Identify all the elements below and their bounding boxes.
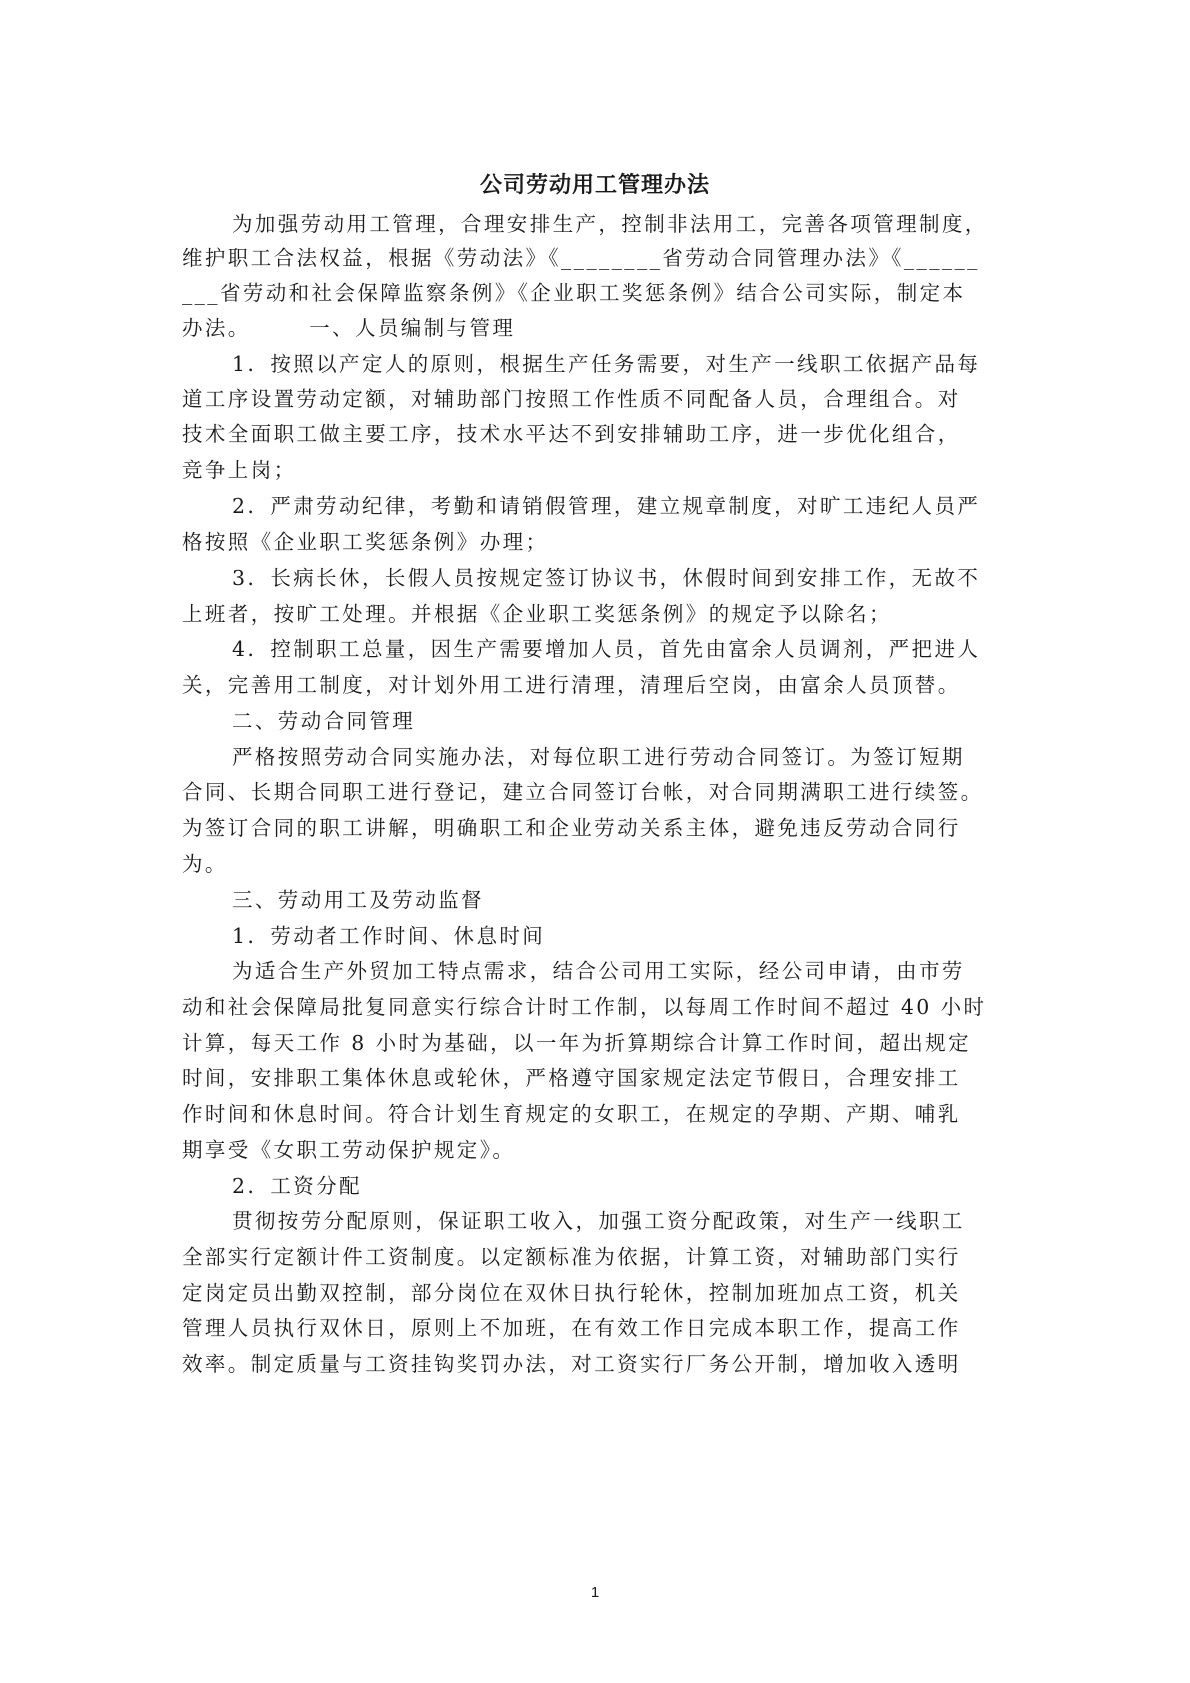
body-line: 2．严肃劳动纪律，考勤和请销假管理，建立规章制度，对旷工违纪人员严 <box>232 494 981 518</box>
body-line: 动和社会保障局批复同意实行综合计时工作制，以每周工作时间不超过 40 小时 <box>182 995 987 1019</box>
body-line: 道工序设置劳动定额，对辅助部门按照工作性质不同配备人员，合理组合。对 <box>182 387 961 411</box>
body-line: 定岗定员出勤双控制，部分岗位在双休日执行轮休，控制加班加点工资，机关 <box>182 1281 961 1305</box>
body-line: 竞争上岗； <box>182 458 297 482</box>
body-line: 办法。 一、人员编制与管理 <box>182 316 516 340</box>
body-line: 为加强劳动用工管理，合理安排生产，控制非法用工，完善各项管理制度， <box>232 212 988 236</box>
body-line: 维护职工合法权益，根据《劳动法》《________省劳动合同管理办法》《______ <box>182 246 980 270</box>
body-line: 为。 <box>182 852 228 876</box>
section-heading: 三、劳动用工及劳动监督 <box>232 888 484 912</box>
body-line: 管理人员执行双休日，原则上不加班，在有效工作日完成本职工作，提高工作 <box>182 1316 961 1340</box>
body-line: 期享受《女职工劳动保护规定》。 <box>182 1138 516 1162</box>
body-line: 为签订合同的职工讲解，明确职工和企业劳动关系主体，避免违反劳动合同行 <box>182 816 961 840</box>
body-line: ___省劳动和社会保障监察条例》《企业职工奖惩条例》结合公司实际，制定本 <box>182 281 966 305</box>
body-line: 格按照《企业职工奖惩条例》办理； <box>182 530 549 554</box>
body-line: 关，完善用工制度，对计划外用工进行清理，清理后空岗，由富余人员顶替。 <box>182 673 961 697</box>
body-line: 3．长病长休，长假人员按规定签订协议书，休假时间到安排工作，无故不 <box>232 566 981 590</box>
page-number: 1 <box>590 1584 600 1601</box>
body-line: 技术全面职工做主要工序，技术水平达不到安排辅助工序，进一步优化组合， <box>182 422 961 446</box>
body-line: 全部实行定额计件工资制度。以定额标准为依据，计算工资，对辅助部门实行 <box>182 1245 961 1269</box>
body-line: 效率。制定质量与工资挂钩奖罚办法，对工资实行厂务公开制，增加收入透明 <box>182 1352 961 1376</box>
body-line: 合同、长期合同职工进行登记，建立合同签订台帐，对合同期满职工进行续签。 <box>182 780 984 804</box>
subsection-heading: 1．劳动者工作时间、休息时间 <box>232 924 546 948</box>
document-title: 公司劳动用工管理办法 <box>479 172 710 198</box>
body-line: 4．控制职工总量，因生产需要增加人员，首先由富余人员调剂，严把进人 <box>232 637 981 661</box>
body-line: 严格按照劳动合同实施办法，对每位职工进行劳动合同签订。为签订短期 <box>232 745 965 769</box>
subsection-heading: 2．工资分配 <box>232 1174 362 1198</box>
body-line: 计算，每天工作 8 小时为基础，以一年为折算期综合计算工作时间，超出规定 <box>182 1031 971 1055</box>
body-line: 贯彻按劳分配原则，保证职工收入，加强工资分配政策，对生产一线职工 <box>232 1209 965 1233</box>
section-heading: 二、劳动合同管理 <box>232 709 416 733</box>
body-line: 上班者，按旷工处理。并根据《企业职工奖惩条例》的规定予以除名； <box>182 602 892 626</box>
body-line: 为适合生产外贸加工特点需求，结合公司用工实际，经公司申请，由市劳 <box>232 959 965 983</box>
body-line: 作时间和休息时间。符合计划生育规定的女职工，在规定的孕期、产期、哺乳 <box>182 1102 961 1126</box>
body-line: 时间，安排职工集体休息或轮休，严格遵守国家规定法定节假日，合理安排工 <box>182 1066 961 1090</box>
body-line: 1．按照以产定人的原则，根据生产任务需要，对生产一线职工依据产品每 <box>232 352 981 376</box>
